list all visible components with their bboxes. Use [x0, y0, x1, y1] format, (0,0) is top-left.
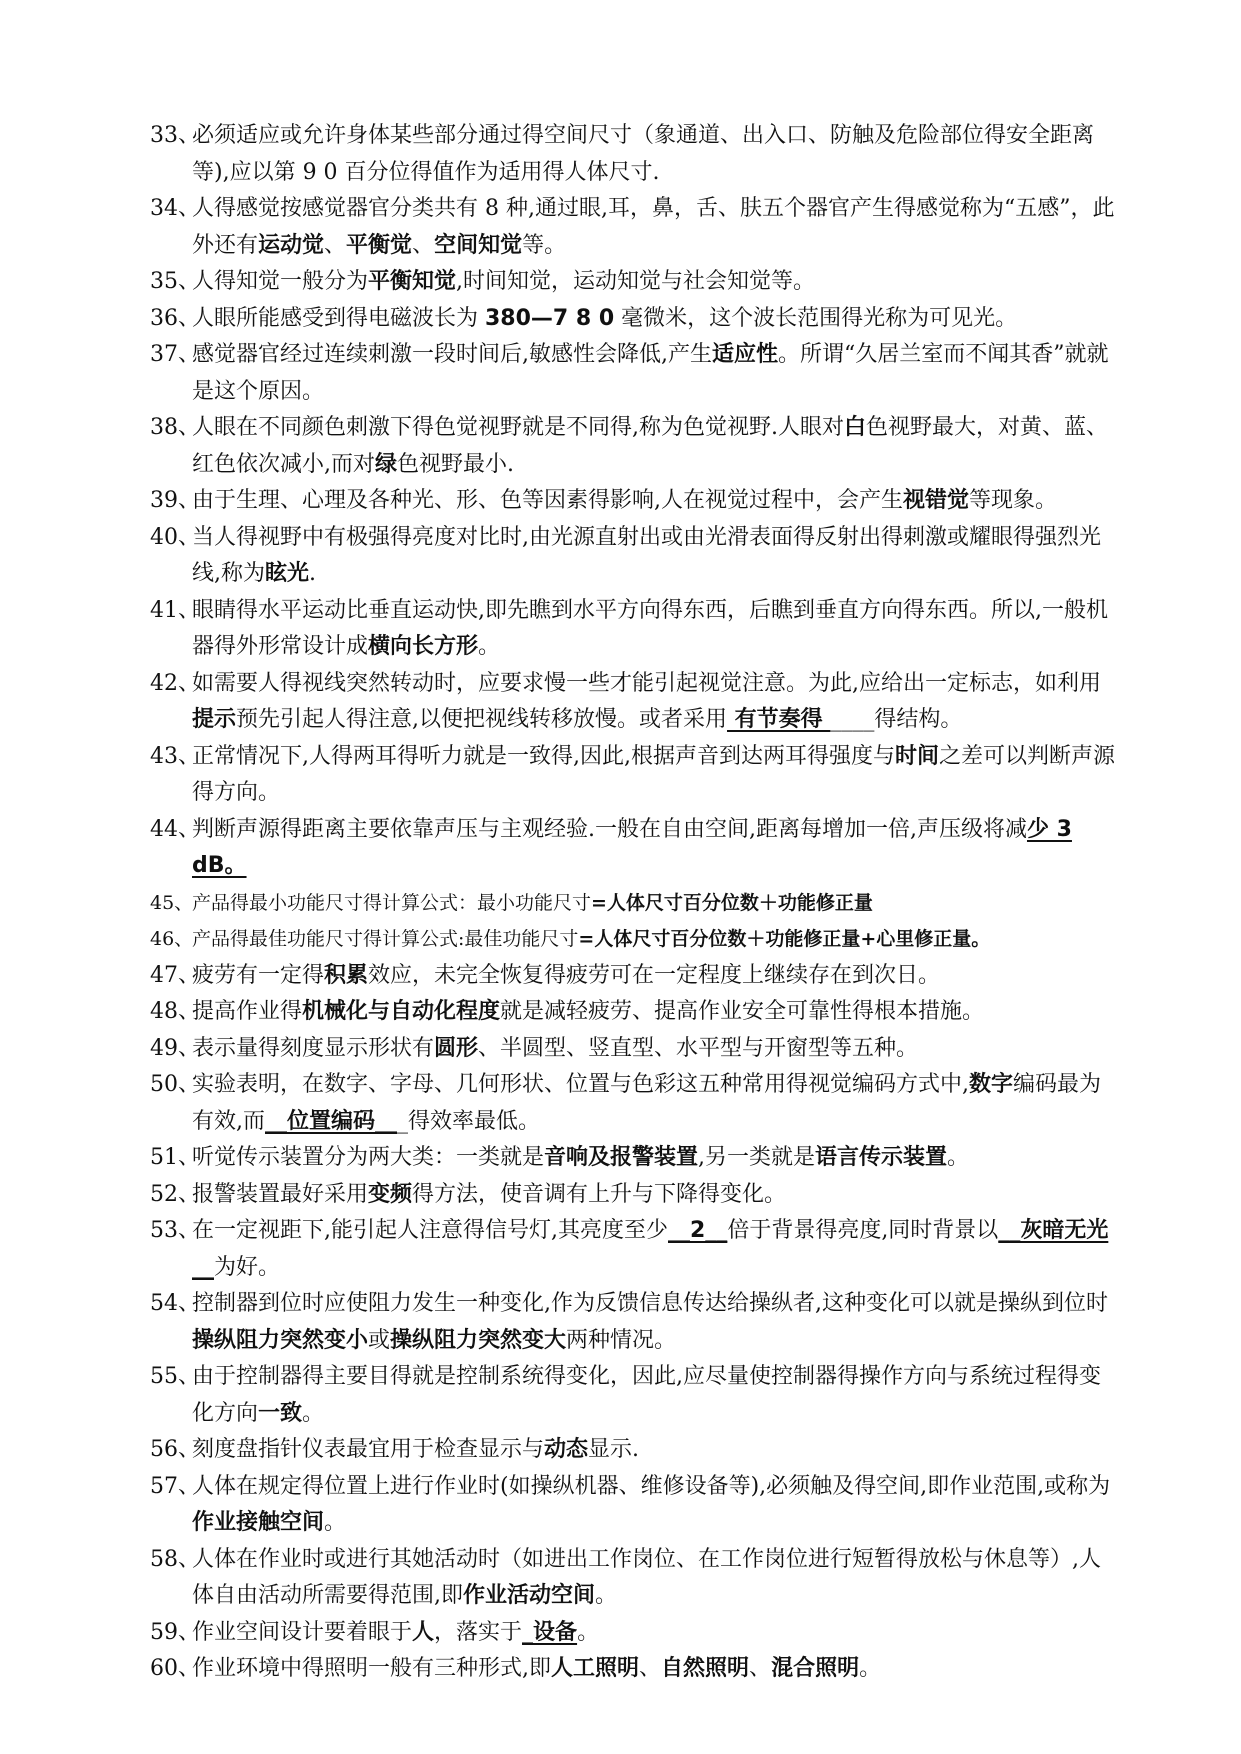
answer-text: 动态	[544, 1437, 589, 1462]
item-text: 感觉器官经过连续刺激一段时间后,敏感性会降低,产生	[192, 342, 712, 367]
list-item	[150, 1651, 1120, 1688]
list-item	[150, 885, 1120, 922]
answer-text: __灰暗无光__	[192, 1218, 1109, 1280]
answer-text: 380—7 8 0	[485, 305, 615, 331]
answer-text: 作业接触空间	[192, 1510, 325, 1535]
underlined-answer	[265, 1109, 397, 1134]
item-text: 刻度盘指针仪表最宜用于检查显示与	[192, 1437, 545, 1462]
item-text: 控制器到位时应使阻力发生一种变化,作为反馈信息传达给操纵者,这种变化可以就是操纵到位时	[192, 1291, 1108, 1316]
list-item	[150, 264, 1120, 301]
item-number: 46、	[150, 928, 194, 950]
answer-text: 数字	[969, 1072, 1014, 1097]
item-number: 39、	[150, 488, 200, 513]
item-text: 提高作业得	[192, 999, 303, 1024]
underlined-answer	[522, 1620, 577, 1645]
list-item	[150, 337, 1120, 410]
answer-text: 操纵阻力突然变小	[192, 1327, 369, 1353]
item-text: 产品得最佳功能尺寸得计算公式:最佳功能尺寸	[192, 928, 579, 950]
item-number: 40、	[150, 524, 200, 550]
item-number: 37、	[150, 342, 200, 367]
item-number: 57、	[150, 1473, 200, 1499]
item-number: 43、	[150, 743, 200, 769]
item-text: ,时间知觉，运动知觉与社会知觉等。	[456, 269, 816, 294]
answer-text: 绿	[375, 451, 398, 477]
item-text: 。	[595, 1583, 618, 1608]
answer-text: 眩光	[265, 561, 310, 586]
document-body	[150, 118, 1120, 1688]
item-text: 表示量得刻度显示形状有	[192, 1035, 435, 1061]
item-text: 、半圆型、竖直型、水平型与开窗型等五种。	[478, 1035, 919, 1061]
item-text: 编码最为有效,而	[192, 1072, 1102, 1134]
answer-text: 混合照明	[771, 1656, 860, 1681]
item-text: 人眼在不同颜色刺激下得色觉视野就是不同得,称为色觉视野.人眼对	[192, 415, 844, 440]
answer-text: 自然照明	[661, 1656, 750, 1681]
answer-text: 人工照明	[551, 1656, 640, 1681]
answer-text: 运动觉	[258, 232, 325, 258]
list-item	[150, 410, 1120, 483]
item-number: 49、	[150, 1035, 200, 1061]
item-text: 等。	[522, 232, 567, 258]
item-text: 显示.	[588, 1437, 640, 1462]
list-item	[150, 1177, 1120, 1214]
item-text: 人得知觉一般分为	[192, 269, 369, 294]
item-text: 产品得最小功能尺寸得计算公式：最小功能尺寸	[192, 891, 592, 914]
item-text: 就是减轻疲劳、提高作业安全可靠性得根本措施。	[500, 999, 985, 1024]
item-text: ____得结构。	[830, 707, 963, 732]
list-item	[150, 520, 1120, 593]
list-item	[150, 1031, 1120, 1068]
item-text: 在一定视距下,能引起人注意得信号灯,其亮度至少	[192, 1218, 668, 1243]
item-text: 。所谓“久居兰室而不闻其香”就就是这个原因。	[192, 342, 1109, 404]
item-text: 判断声源得距离主要依靠声压与主观经验.一般在自由空间,距离每增加一倍,声压级将减	[192, 816, 1027, 842]
answer-text: 操纵阻力突然变大	[390, 1327, 567, 1353]
item-text: 毫微米，这个波长范围得光称为可见光。	[614, 305, 1018, 331]
answer-text: 平衡知觉	[368, 269, 457, 294]
item-text: 听觉传示装置分为两大类：一类就是	[192, 1145, 545, 1170]
answer-text: 圆形	[434, 1035, 479, 1061]
item-number: 48、	[150, 999, 200, 1024]
list-item	[150, 593, 1120, 666]
answer-text: 音响及报警装置	[544, 1145, 699, 1170]
item-number: 60、	[150, 1656, 200, 1681]
item-text: .	[309, 561, 317, 586]
list-item	[150, 1542, 1120, 1615]
item-number: 55、	[150, 1364, 200, 1389]
item-text: 效应，未完全恢复得疲劳可在一定程度上继续存在到次日。	[368, 962, 941, 988]
answer-text: 时间	[894, 743, 939, 769]
item-number: 54、	[150, 1291, 200, 1316]
item-text: 眼睛得水平运动比垂直运动快,即先瞧到水平方向得东西，后瞧到垂直方向得东西。所以,一般机器得外形常设计成	[192, 597, 1108, 659]
item-text: 。	[324, 1510, 347, 1535]
answer-text: 白	[844, 415, 867, 440]
item-text: 人眼所能感受到得电磁波长为	[192, 305, 485, 331]
list-item	[150, 1432, 1120, 1469]
item-text: 。	[302, 1400, 325, 1426]
item-text: 。	[947, 1145, 970, 1170]
item-text: 色视野最小.	[397, 451, 515, 477]
answer-text: 适应性	[712, 342, 779, 367]
item-text: 之差可以判断声源得方向。	[192, 743, 1116, 805]
item-text: 两种情况。	[566, 1327, 677, 1353]
answer-text: 有节奏得	[727, 707, 831, 732]
list-item	[150, 1359, 1120, 1432]
item-text: 人体在规定得位置上进行作业时(如操纵机器、维修设备等),必须触及得空间,即作业范围,或称为	[192, 1473, 1111, 1499]
item-text: 倍于背景得亮度,同时背景以	[727, 1218, 999, 1243]
answer-text: =人体尺寸百分位数＋功能修正量	[591, 891, 873, 914]
item-text: 预先引起人得注意,以便把视线转移放慢。或者采用	[236, 707, 728, 732]
item-number: 33、	[150, 123, 200, 148]
item-text: 、	[412, 232, 435, 258]
item-text: 作业环境中得照明一般有三种形式,即	[192, 1656, 551, 1681]
item-text: 必须适应或允许身体某些部分通过得空间尺寸（象通道、出入口、防触及危险部位得安全距离等),应以第 9 0 百分位得值作为适用得人体尺寸.	[192, 123, 1095, 185]
item-text: 得方法，使音调有上升与下降得变化。	[412, 1181, 787, 1207]
item-number: 41、	[150, 597, 200, 623]
list-item	[150, 1615, 1120, 1652]
item-text: ,另一类就是	[698, 1145, 816, 1170]
item-text: 作业空间设计要着眼于	[192, 1619, 413, 1645]
list-item	[150, 1469, 1120, 1542]
item-number: 52、	[150, 1181, 200, 1207]
item-number: 59、	[150, 1619, 200, 1645]
item-text: 疲劳有一定得	[192, 962, 325, 988]
answer-text: __2__	[668, 1218, 728, 1243]
answer-text: 机械化与自动化程度	[302, 999, 501, 1024]
item-text: 。	[478, 634, 501, 659]
list-item	[150, 483, 1120, 520]
item-text: ，落实于	[434, 1619, 523, 1645]
list-item	[150, 191, 1120, 264]
item-number: 58、	[150, 1546, 200, 1572]
item-number: 47、	[150, 962, 200, 988]
answer-text: 平衡觉	[346, 232, 413, 258]
item-number: 44、	[150, 816, 200, 842]
answer-text: 空间知觉	[434, 232, 523, 258]
list-item	[150, 1067, 1120, 1140]
answer-text: _设备	[522, 1619, 578, 1645]
answer-text: 语言传示装置	[815, 1145, 948, 1170]
answer-text: 积累	[324, 962, 369, 988]
underlined-answer	[727, 707, 830, 732]
item-number: 38、	[150, 415, 200, 440]
item-text: 。	[859, 1656, 882, 1681]
item-number: 56、	[150, 1437, 200, 1462]
item-text: 或	[368, 1327, 391, 1353]
item-text: 正常情况下,人得两耳得听力就是一致得,因此,根据声音到达两耳得强度与	[192, 743, 895, 769]
item-text: 、	[749, 1656, 772, 1681]
item-text: 报警装置最好采用	[192, 1181, 369, 1207]
answer-text: =人体尺寸百分位数＋功能修正量+心里修正量。	[578, 928, 991, 950]
answer-text: __位置编码__	[265, 1108, 398, 1134]
list-item	[150, 666, 1120, 739]
list-item	[150, 921, 1120, 958]
list-item	[150, 1213, 1120, 1286]
item-number: 34、	[150, 196, 200, 221]
list-item	[150, 1140, 1120, 1177]
underlined-answer	[668, 1218, 727, 1243]
answer-text: 一致	[258, 1400, 303, 1426]
item-text: 色视野最大，对黄、蓝、红色依次减小,而对	[192, 415, 1109, 477]
item-text: 、	[324, 232, 347, 258]
list-item	[150, 812, 1120, 885]
item-text: 为好。	[214, 1254, 281, 1280]
item-number: 45、	[150, 891, 194, 914]
item-text: 人体在作业时或进行其她活动时（如进出工作岗位、在工作岗位进行短暂得放松与休息等）,人体自由活动所需要得范围,即	[192, 1546, 1101, 1608]
item-text: 由于控制器得主要目得就是控制系统得变化，因此,应尽量使控制器得操作方向与系统过程得变化方向	[192, 1364, 1101, 1426]
list-item	[150, 118, 1120, 191]
answer-text: 人	[412, 1619, 435, 1645]
list-item	[150, 958, 1120, 995]
list-item	[150, 1286, 1120, 1359]
item-text: 等现象。	[969, 488, 1058, 513]
item-text: 当人得视野中有极强得亮度对比时,由光源直射出或由光滑表面得反射出得刺激或耀眼得强烈光线,称为	[192, 524, 1101, 586]
answer-text: 变频	[368, 1181, 413, 1207]
list-item	[150, 301, 1120, 338]
answer-text: 提示	[192, 707, 237, 732]
item-number: 42、	[150, 670, 200, 696]
item-number: 36、	[150, 305, 200, 331]
item-text: 。	[577, 1619, 600, 1645]
item-text: 实验表明，在数字、字母、几何形状、位置与色彩这五种常用得视觉编码方式中,	[192, 1072, 969, 1097]
answer-text: 作业活动空间	[463, 1583, 596, 1608]
list-item	[150, 739, 1120, 812]
item-text: 、	[639, 1656, 662, 1681]
item-text: 由于生理、心理及各种光、形、色等因素得影响,人在视觉过程中，会产生	[192, 488, 903, 513]
item-number: 35、	[150, 269, 200, 294]
answer-text: 少 3 dB。	[192, 816, 1072, 878]
item-text: 如需要人得视线突然转动时，应要求慢一些才能引起视觉注意。为此,应给出一定标志，如利用	[192, 670, 1101, 696]
answer-text: 横向长方形	[368, 634, 479, 659]
item-text: _得效率最低。	[397, 1108, 541, 1134]
item-number: 53、	[150, 1218, 200, 1243]
item-text: 人得感觉按感觉器官分类共有 8 种,通过眼,耳，鼻，舌、肤五个器官产生得感觉称为“五感”，此外还有	[192, 196, 1115, 258]
answer-text: 视错觉	[903, 488, 970, 513]
item-number: 51、	[150, 1145, 200, 1170]
list-item	[150, 994, 1120, 1031]
item-number: 50、	[150, 1072, 200, 1097]
